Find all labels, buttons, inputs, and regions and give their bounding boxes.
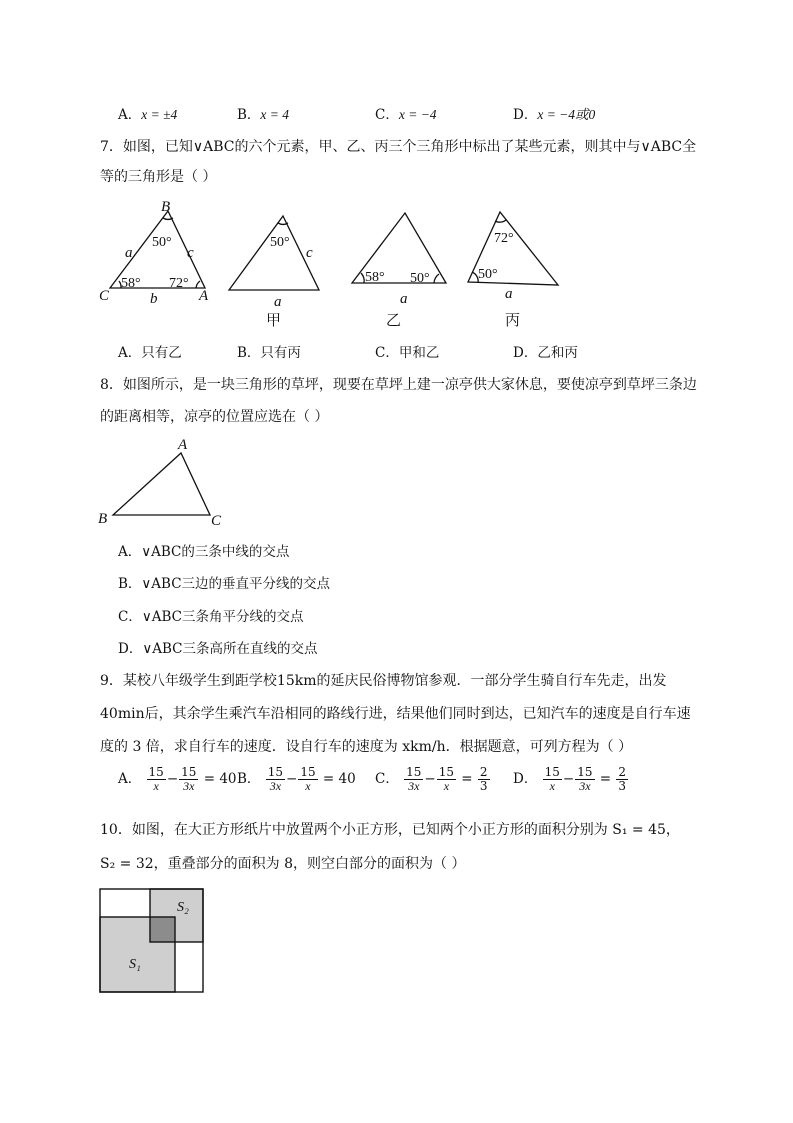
numerator: 15 [438,765,455,779]
yi-angle2: 50° [410,271,430,286]
yi-angle1: 58° [365,270,385,285]
q10-stem-line2: S₂ = 32，重叠部分的面积为 8，则空白部分的面积为（ ） [100,856,466,872]
option-text: x = ±4 [141,107,178,122]
q9-stem-line2: 40min后，其余学生乘汽车沿相同的路线行进，结果他们同时到达，已知汽车的速度是自行车速 [100,706,691,722]
option-text: x = 4 [260,107,290,122]
option-letter: B． [237,771,261,787]
option-letter: D． [513,345,538,361]
fraction [543,766,562,793]
q9-stem-line3: 度的 3 倍，求自行车的速度．设自行车的速度为 xkm/h．根据题意，可列方程为（ ） [100,739,633,755]
q10-stem-line1: 10．如图，在大正方形纸片中放置两个小正方形，已知两个小正方形的面积分别为 S₁ = 45， [100,822,680,838]
q8-option-c [118,605,303,625]
q9-option-b: B． $\frac{15}{3x}$ − $\frac{15}{x}$ = 40 [237,765,356,793]
q7-option-c [375,341,439,361]
q8-stem-line2: 的距离相等，凉亭的位置应选在（ ） [100,409,329,425]
q7-stem-line1: 7．如图，已知∨ABC的六个元素，甲、乙、丙三个三角形中标出了某些元素，则其中与∨ABC全 [100,139,697,155]
denominator: 3x [269,779,282,793]
numerator: 15 [267,765,283,779]
q10-figure [95,884,210,996]
denominator: 3x [408,779,420,793]
q7-figure [0,195,793,335]
option-letter: C． [375,345,399,361]
q8-option-b [118,572,330,592]
q9-stem-line1: 9．某校八年级学生到距学校15km的延庆民俗博物馆参观．一部分学生骑自行车先走，出发 [100,673,667,689]
numerator: 15 [148,765,164,779]
q8-option-d [118,637,317,657]
label-s1: S₁ [129,957,141,972]
denominator: 3 [618,779,627,793]
bing-name: 丙 [505,313,521,329]
denominator: 3 [479,779,488,793]
option-letter: D． [513,107,538,123]
option-letter: D． [118,641,143,657]
numerator: 2 [479,765,488,779]
fraction [437,766,456,793]
q9-option-d: D． $\frac{15}{x}$ − $\frac{15}{3x}$ = $\frac{2}{3}$ [513,765,627,793]
fraction [147,766,166,793]
label-c: C [99,288,110,304]
denominator: x [153,779,159,793]
q9-option-a: A． $\frac{15}{x}$ − $\frac{15}{3x}$ = 40 [118,765,237,793]
option-text: x = −4 [398,107,437,122]
bing-angle2: 50° [478,267,498,282]
jia-side-c: c [306,245,313,261]
angle-b: 50° [152,235,172,250]
label-b: B [161,199,171,215]
bing-angle1: 72° [494,231,514,246]
option-letter: A． [118,345,142,361]
fraction [298,766,317,793]
option-letter: B． [118,576,142,592]
label-b: B [98,511,108,527]
q8-figure [90,435,240,530]
denominator: x [305,779,311,793]
angle-a: 72° [169,276,189,291]
side-c: c [187,245,194,261]
jia-name: 甲 [266,313,282,329]
rhs: 40 [219,771,237,787]
option-text: x = −4或0 [537,107,596,122]
yi-name: 乙 [386,313,402,329]
option-letter: A． [118,107,142,123]
angle-c: 58° [121,276,141,291]
rhs: 40 [338,771,356,787]
option-text: ∨ABC三条角平分线的交点 [141,609,304,625]
q7-stem-line2: 等的三角形是（ ） [100,169,217,185]
jia-side-a: a [274,294,282,310]
option-text: ∨ABC三条高所在直线的交点 [142,641,318,657]
numerator: 15 [544,765,560,779]
option-letter: D． [513,771,538,787]
fraction [266,766,285,793]
q8-option-a [118,540,289,560]
denominator: x [443,779,450,793]
option-text: 甲和乙 [398,345,440,361]
option-letter: C． [375,771,399,787]
option-letter: A． [118,771,142,787]
denominator: 3x [183,779,195,793]
denominator: x [549,779,555,793]
denominator: 3x [579,779,591,793]
side-a: a [125,245,133,261]
q7-option-b [237,341,301,361]
fraction [616,766,628,793]
option-text: 乙和丙 [537,345,578,361]
q6-option-a [118,103,177,123]
q6-option-b [237,103,289,123]
label-s2: S₂ [177,900,189,915]
lawn-triangle [113,453,210,515]
label-a: A [199,288,209,304]
q9-option-c: C． $\frac{15}{3x}$ − $\frac{15}{x}$ = $\frac{2}{3}$ [375,765,488,793]
fraction [404,766,423,793]
overlap-square [150,917,175,942]
q6-option-d [513,103,595,123]
option-letter: C． [375,107,399,123]
option-letter: B． [237,107,261,123]
jia-angle: 50° [270,235,290,250]
q8-stem-line1: 8．如图所示，是一块三角形的草坪，现要在草坪上建一凉亭供大家休息，要使凉亭到草坪三条边 [100,377,697,393]
bing-side-a: a [505,286,513,302]
option-letter: A． [118,544,142,560]
q7-option-a [118,341,182,361]
yi-side-a: a [400,291,408,307]
option-letter: C． [118,609,142,625]
label-c: C [211,513,222,529]
numerator: 15 [181,765,197,779]
option-text: 只有丙 [260,345,301,361]
fraction [179,766,198,793]
numerator: 15 [406,765,422,779]
option-text: ∨ABC三边的垂直平分线的交点 [141,576,331,592]
numerator: 15 [577,765,593,779]
q6-option-c [375,103,437,123]
side-b: b [150,291,158,307]
numerator: 15 [300,765,316,779]
label-a: A [178,437,188,453]
option-letter: B． [237,345,261,361]
option-text: 只有乙 [141,345,182,361]
numerator: 2 [618,765,627,779]
fraction [478,766,490,793]
fraction [575,766,594,793]
q7-option-d [513,341,578,361]
option-text: ∨ABC的三条中线的交点 [141,544,290,560]
